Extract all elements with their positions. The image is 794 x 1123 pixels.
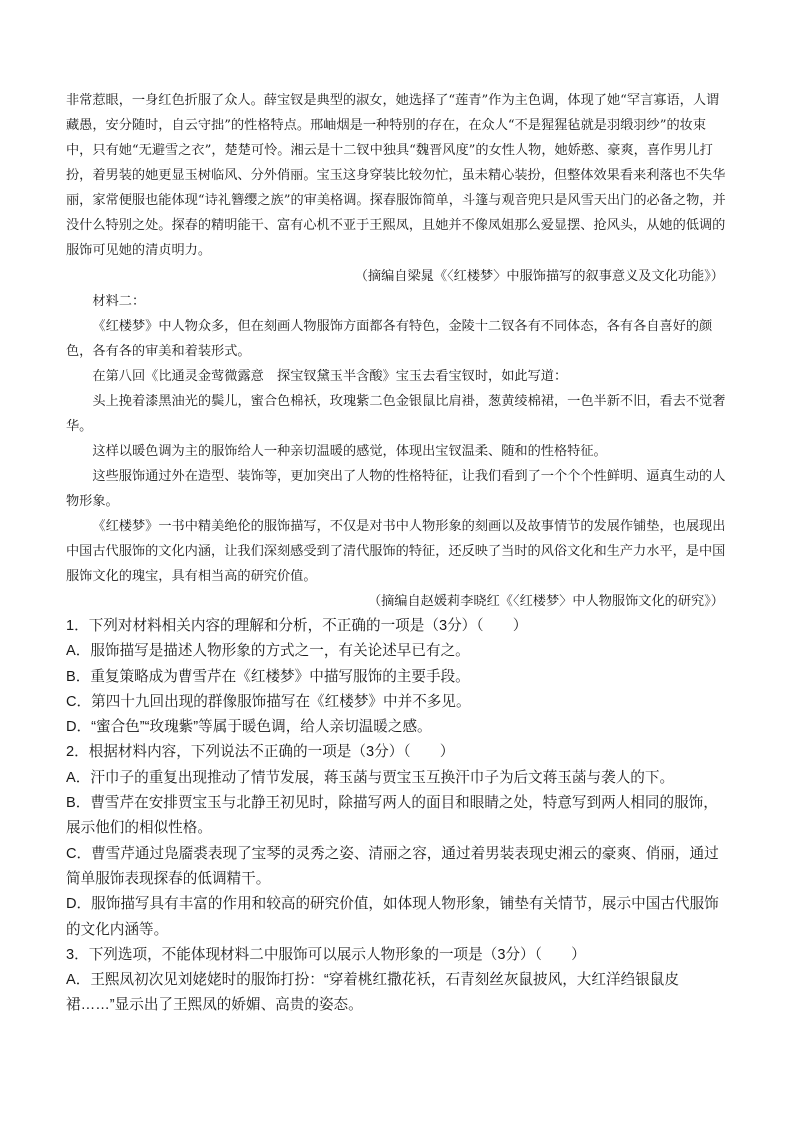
option-a: A．服饰描写是描述人物形象的方式之一，有关论述早已有之。	[66, 643, 470, 660]
material-two-source: （摘编自赵媛莉李晓红《〈红楼梦〉中人物服饰文化的研究》）	[367, 594, 724, 609]
material-one-source: （摘编自梁晁《〈红楼梦〉中服饰描写的叙事意义及文化功能》）	[354, 269, 724, 284]
option-d: D．“蜜合色”“玫瑰紫”等属于暖色调，给人亲切温暖之感。	[66, 719, 432, 736]
option-b: B．曹雪芹在安排贾宝玉与北静王初见时，除描写两人的面目和眼睛之处，特意写到两人相同的服饰，展示他们的相似性格。	[66, 795, 718, 837]
option-d: D．服饰描写具有丰富的作用和较高的研究价值，如体现人物形象，铺垫有关情节，展示中国古代服饰的文化内涵等。	[66, 896, 719, 938]
material-two-quotation: 头上挽着漆黑油光的鬓儿，蜜合色棉袄，玫瑰紫二色金银鼠比肩褂，葱黄绫棉裙，一色半新不旧，看去不觉奢华。	[66, 394, 726, 434]
material-two-paragraph-5: 这些服饰通过外在造型、装饰等，更加突出了人物的性格特征，让我们看到了一个个个性鲜明、逼真生动的人物形象。	[66, 469, 726, 509]
material-two-paragraph-6: 《红楼梦》一书中精美绝伦的服饰描写，不仅是对书中人物形象的刻画以及故事情节的发展作铺垫，也展现出中国古代服饰的文化内涵，让我们深刻感受到了清代服饰的特征，还反映了当时的风俗文化和生产力水平，是中国服饰文化的瑰宝，具有相当高的研究价值。	[66, 519, 726, 584]
option-b: B．重复策略成为曹雪芹在《红楼梦》中描写服饰的主要手段。	[66, 668, 470, 685]
material-one	[66, 88, 728, 289]
question-1	[66, 614, 728, 740]
question-stem: 3．下列选项，不能体现材料二中服饰可以展示人物形象的一项是（3分）（ ）	[66, 946, 586, 963]
question-stem: 2．根据材料内容，下列说法不正确的一项是（3分）（ ）	[66, 744, 455, 761]
material-one-paragraph: 非常惹眼，一身红色折服了众人。薛宝钗是典型的淑女，她选择了“莲青”作为主色调，体现了她“罕言寡语，人谓藏愚，安分随时，自云守拙”的性格特点。邢岫烟是一种特别的存在，在众人“不是猩猩毡就是羽缎羽纱”的妆束中，只有她“无避雪之衣”，楚楚可怜。湘云是十二钗中独具“魏晋风度”的女性人物，她娇憨、豪爽，喜作男儿打扮，着男装的她更显玉树临风、分外俏丽。宝玉这身穿装比较勿忙，虽未精心装扮，但整体效果看来利落也不失华丽，家常便服也能体现“诗礼簪缨之族”的审美格调。探春服饰简单，斗篷与观音兜只是风雪天出门的必备之物，并没什么特别之处。探春的精明能干、富有心机不亚于王熙凤，且她并不像凤姐那么爱显摆、抢风头，从她的低调的服饰可见她的清贞明力。	[66, 93, 726, 258]
option-c: C．曹雪芹通过凫靥裘表现了宝琴的灵秀之姿、清丽之容，通过着男装表现史湘云的豪爽、俏丽，通过简单服饰表现探春的低调精干。	[66, 845, 719, 887]
question-3	[66, 943, 728, 1019]
material-two-paragraph-2: 在第八回《比通灵金莺微露意 探宝钗黛玉半含酸》宝玉去看宝钗时，如此写道：	[92, 369, 568, 384]
question-stem: 1．下列对材料相关内容的理解和分析，不正确的一项是（3分）（ ）	[66, 618, 528, 634]
material-two-paragraph-1: 《红楼梦》中人物众多，但在刻画人物服饰方面都各有特色，金陵十二钗各有不同体态，各有各自喜好的颜色，各有各的审美和着装形式。	[66, 319, 713, 359]
option-a: A．汗巾子的重复出现推动了情节发展，蒋玉菡与贾宝玉互换汗巾子为后文蒋玉菡与袭人的下。	[66, 769, 675, 786]
question-list	[66, 614, 728, 1019]
option-c: C．第四十九回出现的群像服饰描写在《红楼梦》中并不多见。	[66, 693, 471, 710]
question-2	[66, 740, 728, 942]
material-two	[66, 289, 728, 614]
material-two-paragraph-4: 这样以暖色调为主的服饰给人一种亲切温暖的感觉，体现出宝钗温柔、随和的性格特征。	[92, 444, 607, 459]
material-two-heading: 材料二：	[92, 294, 146, 309]
option-a: A．王熙凤初次见刘姥姥时的服饰打扮：“穿着桃红撒花袄，石青刻丝灰鼠披风，大红洋绉银鼠皮裙……”显示出了王熙凤的娇媚、高贵的姿态。	[66, 972, 679, 1014]
